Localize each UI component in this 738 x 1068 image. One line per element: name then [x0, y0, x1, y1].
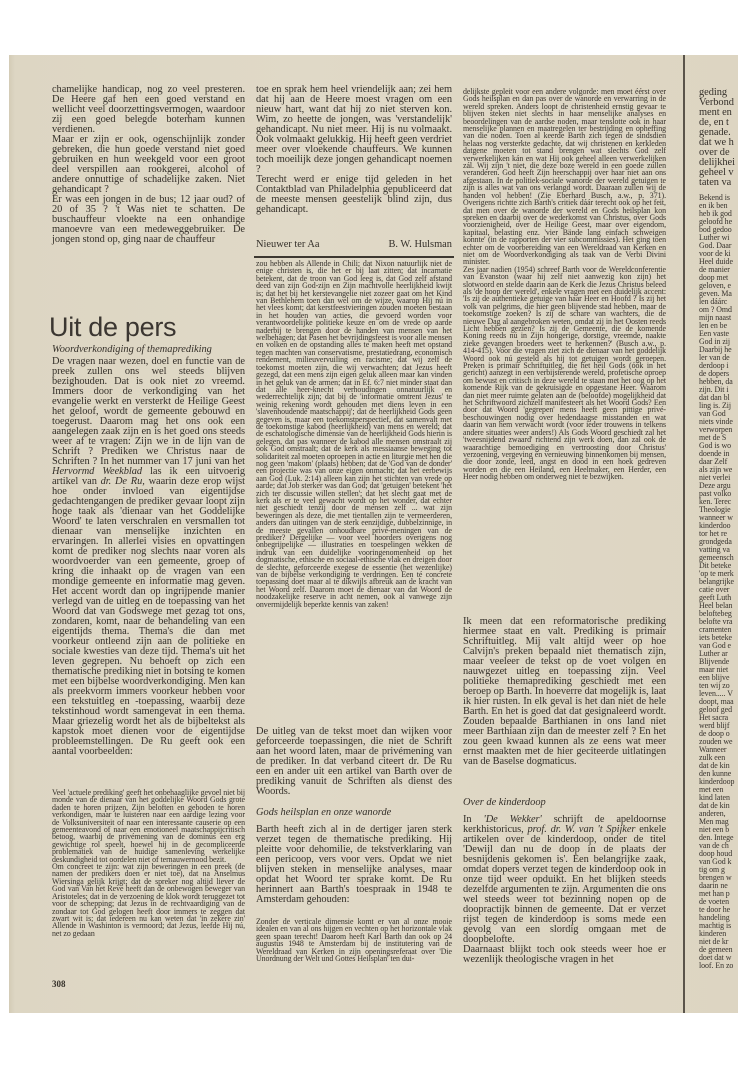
text-line: Bekend is — [699, 194, 730, 202]
paragraph: Terecht werd er enige tijd geleden in het Contaktblad van Philadelphia gepubliceerd dat de meeste mensen geestelijk blind zijn, dus gehandicapt. — [256, 174, 452, 215]
text-line: Theologie — [699, 505, 731, 514]
text-line: met han p — [699, 889, 730, 898]
text-line: om ? Omd — [699, 305, 732, 314]
text-line: Een vaste — [699, 329, 730, 338]
paragraph: Barth heeft zich al in de dertiger jaren sterk verzet tegen de thematische prediking. Hij pleitte voor dehomilie, de tekstverklaring van een pericoop, vers voor vers. Opdat we niet blijven steken in menselijke analyses, maar opdat het Woord ter sprake komt. De Ru herinnert aan Barth's toespraak in 1948 te Amsterdam gehouden: — [256, 824, 452, 905]
text-line: beloftebeg — [699, 609, 732, 618]
text-line: taten va — [699, 177, 732, 188]
text-line: vatting va — [699, 545, 730, 554]
text-line: 'op te merk — [699, 569, 734, 578]
text-line: daarin ne — [699, 881, 728, 890]
italic-text: 'De Wekker' — [483, 814, 542, 825]
text-line: cramenten — [699, 625, 732, 634]
text-line: doop met — [699, 273, 729, 282]
text-line: en ik ben — [699, 201, 728, 210]
paragraph: Zes jaar nadien (1954) schreef Barth voor de Wereldconferentie van Evanston (waar hij zelf niet aanwezig kon zijn) het slotwoord en stelde daarin aan de Kerk die Jezus Christus beleed als 'de hoop der wereld', enkele vragen met een duidelijk accent: 'Is zij de authentieke getuige van haar Heer en Hoofd ? Is zij het volk van pelgrims, die hier geen blijvende stad hebben, maar de toekomstige zoeken? Is zij de schare van wachters, die de nieuwe Dag al aangebroken weten, omdat zij in het Oosten reeds Licht hebben gezien? Is zij de Gemeente, die de komende Koning reeds nú in Zijn hongerige, dorstige, vreemde, naakte zieke gevangen broeders weet te herkennen?' (Busch a.w., p. 414-415). Voor die vragen ziet zich de dienaar van het goddelijk Woord ook nú gesteld als hij tot getuigen wordt geroepen. Preken is primair Schriftuitleg, die het heil Gods (óók in het gericht) aanzegt in een verbijsterende wereld, profetische oproep om bewust en critisch in deze wereld te staan met het oog op het komende Rijk van de gekruisigde en opgestane Heer. Waarom dan niet meer ruimte gelaten aan de (beloofde) mogelijkheid dat het Schriftwoord zichzelf manifesteert als het Woord Gods? Een door dat Woord 'gegrepen' mens heeft geen pittige privé-beschouwingen nodig over hedendaagse misstanden en wat daarin van hem verwacht wordt (voor ieder trouwens in telkens andere situaties weer anders!) Als Gods Woord geschiedt zal het 'tweesnijdend zwaard' richtend zijn werk doen, dan zal ook de waarachtige bemoediging en vertroosting door Christus' verzoening, vergeving én vernieuwing binnenkomen bij mensen, die door zonde, leed, angst en dood in een hoek gedreven worden en die een Heiland, een Heelmaker, een Herder, een Heer nodig hebben om onderweg niet te bezwijken. — [463, 264, 666, 482]
text-line: geding — [699, 88, 727, 98]
text-line: verworpen — [699, 425, 733, 434]
text-line: tor het re — [699, 529, 727, 538]
text-line: kinderdoo — [699, 521, 731, 530]
text-line: kinderdoop — [699, 777, 735, 786]
text-line: van God — [699, 409, 726, 418]
text-line: de manier — [699, 265, 730, 274]
article-body — [256, 727, 452, 797]
text-line: niet verlei — [699, 473, 731, 482]
paragraph: toe en sprak hem heel vriendelijk aan; zei hem dat hij aan de Heere moest vragen om een nieuw hart, want dat hij zo niet sterven kon. Wim, zo heette de jongen, was 'verstandelijk' gehandicapt. Nu niet meer. Hij is nu volmaakt. Ook volmaakt gelukkig. Hij heeft geen verdriet meer over vloekende chauffeurs. We kunnen toch moeilijk deze jongen gehandicapt noemen ? — [256, 84, 452, 175]
text-line: den kunne — [699, 769, 732, 778]
text-line: over de — [699, 147, 730, 158]
paragraph: Zonder de verticale dimensie komt er van al onze mooie idealen en van al ons hijgen en vechten op het horizontale vlak geen spaan terecht! Daarom heeft Karl Barth dan ook op 24 augustus 1948 te Amsterdam bij de institutering van de Wereldraad van Kerken in zijn openingsreferaat over 'Die Unordnung der Welt und Gottes Heilsplan' ten dui- — [256, 917, 452, 964]
italic-text: prof. dr. W. van 't Spijker — [527, 824, 636, 835]
text-line: len dáárc — [699, 297, 728, 306]
text-line: niets vinde — [699, 417, 733, 426]
text-line: de gemeen — [699, 945, 733, 954]
text-line: Deze argu — [699, 481, 731, 490]
text-line: geven. Ma — [699, 289, 732, 298]
text-line: dat we h — [699, 137, 734, 148]
text-line: belangrijke — [699, 577, 734, 586]
text-line: Luther wi — [699, 233, 730, 242]
text-line: hebben, da — [699, 377, 733, 386]
text-line: den. Intege — [699, 833, 734, 842]
article-title: Uit de pers — [49, 312, 177, 342]
text-line: dat de kin — [699, 761, 730, 770]
article-subtitle: Woordverkondiging of themaprediking — [52, 344, 212, 355]
paragraph: In 'De Wekker' schrijft de apeldoornse kerkhistoricus, prof. dr. W. van 't Spijker enkele artikelen over de kinderdoop, onder de titel 'Dewijl dan nu de doop in de plaats der besnijdenis gekomen is'. Een belangrijke zaak, omdat dopers verzet tegen de kinderdoop ook in onze tijd weer opduikt. En het blijken steeds dezelfde argumenten te zijn. Argumenten die ons wel steeds weer tot bezinning nopen op de doopractijk binnen de gemeente. Dat er verzet rijst tegen de kinderdoop is soms mede een gevolg van een slordig omgaan met de doopbelofte. — [463, 814, 667, 945]
text-line: kinderen — [699, 929, 727, 938]
page-number: 308 — [52, 979, 66, 989]
page-gutter-line — [683, 55, 685, 1013]
text-line: doende in — [699, 449, 730, 458]
text-line: heb ik god — [699, 209, 732, 218]
text-line: de, en t — [699, 117, 729, 128]
text-line: een blijve — [699, 673, 730, 682]
text-line: te door he — [699, 905, 731, 914]
block-quote-barth-continued — [463, 88, 666, 481]
paragraph: Er was een jongen in de bus; 12 jaar oud? of 20 of 35 ? 't Was niet te schatten. De buschauffeur vloekte na een onhandige manoevre van een medeweggebruiker. De jongen stond op, ging naar de chauffeur — [52, 194, 245, 245]
text-line: past volko — [699, 489, 732, 498]
text-line: God in zij — [699, 337, 731, 346]
text-line: de dopers — [699, 369, 730, 378]
text-line: wanneer w — [699, 513, 733, 522]
next-page-fragment-small — [699, 194, 738, 970]
text-line: len en be — [699, 321, 728, 330]
text-line: Het sacra — [699, 713, 729, 722]
signature-place: Nieuwer ter Aa — [256, 239, 320, 250]
text-line: ler van de — [699, 353, 730, 362]
paragraph: chamelijke handicap, nog zo veel presteren. De Heere gaf hen een goed verstand en wellicht veel doorzettingsvermogen, waardoor zij een goed belegde boterham kunnen verdienen. — [52, 84, 245, 135]
text-line: ling is. Zij — [699, 401, 732, 410]
text-line: tig om g — [699, 865, 725, 874]
text-line: mijn naast — [699, 313, 732, 322]
text-line: loof. En zo — [699, 961, 734, 970]
text-line: zulk een — [699, 753, 726, 762]
text-line: leven..... V — [699, 689, 733, 698]
text-line: werd blijf — [699, 721, 730, 730]
section-body-kinderdoop — [463, 815, 666, 965]
text-line: van de ch — [699, 841, 729, 850]
text-line: dat de kin — [699, 801, 730, 810]
text-line: brengen w — [699, 873, 732, 882]
text-line: geloofd he — [699, 217, 733, 226]
text-line: derdoop i — [699, 361, 729, 370]
text-line: machtig is — [699, 921, 732, 930]
text-line: Wanneer — [699, 745, 727, 754]
text-line: gemeensch — [699, 553, 734, 562]
paragraph: delijkste gepleit voor een andere volgorde: men moet éérst over Gods heilsplan en dan pas over de wanorde en verwarring in de wereld spreken. Anders loopt de christenheid ernstig gevaar te blijven steken niet slechts in haar menselijke analyses en beoordelingen van de aardse noden, maar tenslotte ook in haar menselijke plannen en maatregelen ter bestrijding en opheffing van die noden. Toen al keerde Barth zich tegen de sindsdien helaas nog versterkte gedachte, dat wij christenen en kerkleden datgene moeten tot stand brengen wat slechts God zelf verwerkelijken kán en wat Hij ook geheel alleen verwerkelijken zál. Wij zijn 't niet, die deze boze wereld in een goede zullen veranderen. God heeft Zijn heerschappij over haar niet aan ons afgestaan. In de politiek-sociale wanorde der wereld getuigen te zijn is alles wat van ons verlangd wordt. Daaraan zullen wij de handen vol hebben! (Zie Eberhard Busch, a.w., p. 371). Overigens richtte zich Barth's critiek dáár terecht ook op het feit, dat men over de wanorde der wereld en Gods heilsplan kon spreken en daarbij over de wederkomst van Christus, over Gods voorzienigheid, over de Heilige Geest, maar over eigendom, kapitaal, belasting enz. 'vier Bände lang einfach schweigen konnte' (in de rapporten der vier subcommissies). Het ging toen echter om de voorbereiding van een Wereldraad van Kerken en niet om de Woordverkondiging als taak van de Verbi Divini minister. — [463, 87, 666, 267]
text-line: geeft Luth — [699, 593, 732, 602]
text-line: belofte vra — [699, 617, 733, 626]
text-line: zijn. Dit i — [699, 385, 729, 394]
section-body — [256, 825, 452, 905]
text-line: God. Daar — [699, 241, 732, 250]
previous-article-ending — [52, 85, 245, 245]
paragraph: Maar er zijn er ook, ogenschijnlijk zonder gebreken, die hun goede verstand niet goed gebruiken en hun weekgeld voor een groot deel verspillen aan rookgerei, alcohol of andere onnuttige of schadelijke zaken. Niet gehandicapt ? — [52, 134, 245, 195]
text-line: geloven, e — [699, 281, 731, 290]
text-line: Heel belan — [699, 601, 733, 610]
text-line: van God k — [699, 857, 732, 866]
previous-article-ending-cont — [256, 85, 452, 215]
italic-text: dr. De Ru, — [100, 476, 145, 487]
paragraph: Ik meen dat een reformatorische prediking hiermee staat en valt. Prediking is primair Schriftuitleg. Mij valt altijd weer op hoe Calvijn's preken bepaald niet thematisch zijn, maar veeleer de tekst op de voet volgen en nauwgezet uitleg en toepassing zijn. Veel politieke themaprediking geschiedt met een beroep op Barth. In hoeverre dat mogelijk is, laat ik hier rusten. In elk geval is het dan niet de hele Barth. En het is goed dat dat gesignaleerd wordt. Zouden bepaalde Barthianen in ons land niet meer Barthiaan zijn dan de meester zelf ? En het zou geen kwaad kunnen als ze eens wat meer ernst maakten met de hier geciteerde uitlatingen van de Baselse dogmaticus. — [463, 616, 666, 767]
paragraph: Om concreet te zijn: wat zijn beweringen in een preek (de namen der predikers doen er niet toe), dat na Anselmus Wiersinga gelijk krijgt; dat de spreker nog altijd liever de God van Van het Reve heeft dan de onbewogen beweger van Aristoteles; dat in de verzoening de klok wordt teruggezet tot voor de schepping; dat Jezus in de rechtvaardiging van de zondaar tot God gelogen heeft door immers te zeggen dat zwart wit is; dat iedereen nu kan weten dat 'in zekere zin' Allende in Washinton is vermoord; dat Jezus, leefde Hij nú, net zo gedaan — [52, 862, 245, 938]
section-heading: Gods heilsplan en onze wanorde — [256, 807, 392, 818]
text-line: doopt, maa — [699, 697, 734, 706]
paragraph: De uitleg van de tekst moet dan wijken voor geforceerde toepassingen, die niet de Schrift aan het woord laten, maar de privémening van de prediker. In dat verband citeert dr. De Ru een en ander uit een artikel van Barth over de prediking vanuit de Schriften als dienst des Woords. — [256, 726, 452, 797]
text-line: de voeten — [699, 897, 730, 906]
block-quote-barth — [256, 918, 452, 962]
text-line: doet dat w — [699, 953, 732, 962]
text-line: voor de ki — [699, 249, 731, 258]
text-line: van God e — [699, 641, 731, 650]
text-line: niet de kr — [699, 937, 729, 946]
text-line: iets beteke — [699, 633, 732, 642]
section-heading-kinderdoop: Over de kinderdoop — [463, 797, 546, 808]
text-line: met de S — [699, 433, 727, 442]
block-quote — [52, 789, 245, 937]
text-line: maar niet — [699, 665, 729, 674]
signature-author: B. W. Hulsman — [388, 239, 452, 250]
text-line: doop houd — [699, 849, 733, 858]
text-line: geheel v — [699, 167, 734, 178]
text-line: Verbond — [699, 97, 734, 108]
text-line: ment en — [699, 107, 732, 118]
article-intro — [52, 357, 245, 757]
text-line: God is wo — [699, 441, 731, 450]
text-line: Dit beteke — [699, 561, 732, 570]
text-line: geloof ged — [699, 705, 733, 714]
text-line: Daarbij he — [699, 345, 732, 354]
text-line: anderen, — [699, 809, 726, 818]
text-line: niet een b — [699, 825, 730, 834]
text-line: zouden we — [699, 737, 733, 746]
block-quote-continued — [256, 260, 452, 608]
text-line: met een — [699, 785, 724, 794]
section-divider — [254, 256, 454, 258]
next-page-fragment-large — [699, 88, 738, 188]
text-line: Luther ar — [699, 649, 728, 658]
text-line: genade. — [699, 127, 731, 138]
text-line: Men mag — [699, 817, 729, 826]
text-line: dat dan bl — [699, 393, 730, 402]
article-signature — [256, 240, 452, 250]
paragraph: De vragen naar wezen, doel en functie van de preek zullen ons wel steeds blijven bezighouden. Dat is ook niet zo vreemd. Immers door de verkondiging van het evangelie werkt en versterkt de Heilige Geest het geloof, wordt de gemeente gebouwd en toegerust. Daarom mag het ons ook een aangelegen zaak zijn en is het goed ons steeds weer af te vragen: Zijn we in de lijn van de Schrift ? Prediken we Christus naar de Schriften ? In het nummer van 17 juni van het Hervormd Weekblad las ik een uitvoerig artikel van dr. De Ru, waarin deze erop wijst hoe onder invloed van eigentijdse gedachtengangen de prediker gevaar loopt zijn hoge taak als 'dienaar van het Goddelijke Woord' te laten verschralen en versmallen tot dienaar van menselijke inzichten en ervaringen. In allerlei visies en opvattingen komt de prediker nog slechts naar voren als woordvoerder van een gemeente, groep of kring die inhaakt op de vragen van een mondige gemeente en informatie mag geven. Het accent wordt dan op ingrijpende manier verlegd van de uitleg en de toepassing van het Woord dat van Godswege met gezag tot ons, zondaren, komt, naar de behandeling van een eigentijds thema. Thema's die dan met voorkeur ontleend zijn aan de politieke en sociale kwesties van deze tijd. Thema's uit het leven gegrepen. Nu behoeft op zich een thematische prediking niet in botsing te komen met een bijbelse woordverkondiging. Men kan als preekvorm immers voorkeur hebben voor een tekstuitleg en -toepassing, waarbij deze tekstinhoud wordt samengevat in een thema. Maar griezelig wordt het als de bijbeltekst als kapstok moet dienen voor de eigentijdse probleemstellingen. De Ru geeft ook een aantal voorbeelden: — [52, 356, 245, 757]
text-line: bod gedoo — [699, 225, 732, 234]
text-line: kind laten — [699, 793, 730, 802]
text-line: ten wij zo — [699, 681, 730, 690]
text-line: delijkhei — [699, 157, 735, 168]
paragraph: zou hebben als Allende in Chili; dat Nixon natuurlijk niet de enige christen is, die het er bij laat zitten; dat incarnatie betekent, dat de troon van God leeg is, dat God zelf afstand deed van zijn God-zijn en Zijn machtvolle heerlijkheid kwijt is; dat het bij het kerstevangelie niet zozeer gaat om het Kind van Bethlehem toen dan wel om de wijze, waarop Hij nú in het vlees komt; dat kerstfeestvieringen zouden moeten bestaan in het houden van acties, die gevoerd worden voor verantwoordelijke politieke keuze en om de vrede op aarde naderbij te brengen door de handen van mensen van het welbehagen; dat Pasen het bevrijdingsfeest is voor alle mensen en volken en de opstanding alles te maken heeft met opstand tegen machten van conservatisme, prestatiedrang, economisch rendement, milieuvervuiling en racisme; dat wij zelf de toekomst moeten zijn, die wij verwachten; dat Jezus heeft gezegd, dat een mens zijn eigen geluk alleen maar kan vinden in het geluk van de armen; dat in Ef. 6:7 niet minder staat dan dat alle heer-knecht verhoudingen onnatuurlijk en wederrechtelijk zijn; dat bij de 'informatie omtrent Jezus' te weinig rekening wordt gehouden met diens leven in een 'slavenhoudende maatschappij'; dat de heerlijkheid Gods geen gegeven is, maar een toekomstperspectief, dat samenvalt met de toekomstige kabod (heerlijkheid) van mens en wereld; dat de eschatologische dimensie van de heerlijkheid Gods hierin is gelegen, dat pas wanneer de kabod alle mensen omstraalt zij ook God omstraalt; dat de kerk als messiaanse beweging tot solidariteit zal moeten oproepen in actie en liturgie met hen die nog geen 'makom' (plaats) hebben; dat de 'God van de donder' een projectie was van onze eigen onmacht; dat het eerbewijs aan God (Luk. 2:14) alleen kan zijn het stichten van vrede op aarde; dat Job sterker was dan God; dat 'getuigen' betekent 'het zich ter discussie willen stellen'; dat het slecht gaat met de kerk als er te veel gewacht wordt op het wonder, dat echter niet geschiedt tenzij door de mensen zelf ... wat zijn beweringen als deze, die met tientallen zijn te vermeerderen, anders dan uitingen van de sterk eenzijdige, dubbelzinnige, in de meeste gevallen onhoudbare privé-meningen van de prediker? Dergelijke — voor veel hoorders overigens nog onbegrijpelijke — illustraties en toespelingen wekken de indruk van een duidelijke vooringenomenheid op het dogmatische, ethische en sociaal-ethische vlak en dreigen door de slechte, geforceerde exegese de essentie (het wezenlijke) van de bijbelse verkondiging te verdringen. Een té concrete toepassing doet maar al te dikwijls afbreuk aan de kracht van het Woord zelf. Daarom moet de dienaar van dat Woord de noodzakelijke reserve in acht nemen, ook al vanwege zijn onvermijdelijk beperkte kennis van zaken! — [256, 259, 452, 609]
paragraph: Daarnaast blijkt toch ook steeds weer hoe er wezenlijk theologische vragen in het — [463, 944, 666, 965]
text-line: Blijvende — [699, 657, 730, 666]
text-line: handeling — [699, 913, 730, 922]
text-line: de doop o — [699, 729, 730, 738]
italic-text: Hervormd Weekblad — [52, 466, 142, 477]
text-line: ken. Terec — [699, 497, 732, 506]
text-line: grondgeda — [699, 537, 732, 546]
article-body-conclusion — [463, 617, 666, 767]
paragraph: Veel 'actuele prediking' geeft het onbehaaglijke gevoel niet bij monde van de dienaar van het goddelijke Woord Gods grote daden te horen prijzen, Zijn beloften en geboden te horen verkondigen, maar te luisteren naar een aardige lezing voor de Volksuniversiteit of naar een interessante causerie op een gemeenteavond of naar een emotioneel maatschappijcritisch betoog, waarbij de privémening van de dominus een erg gewichtige rol speelt, hoewel hij in de gecompliceerde problematiek van de huidige samenleving werkelijke deskundigheid tot oordelen niet of ternauwernood bezit. — [52, 788, 245, 864]
text-line: daar Zelf — [699, 457, 728, 466]
text-line: Heel duide — [699, 257, 733, 266]
text-line: catie over — [699, 585, 730, 594]
text-line: als zijn we — [699, 465, 733, 474]
